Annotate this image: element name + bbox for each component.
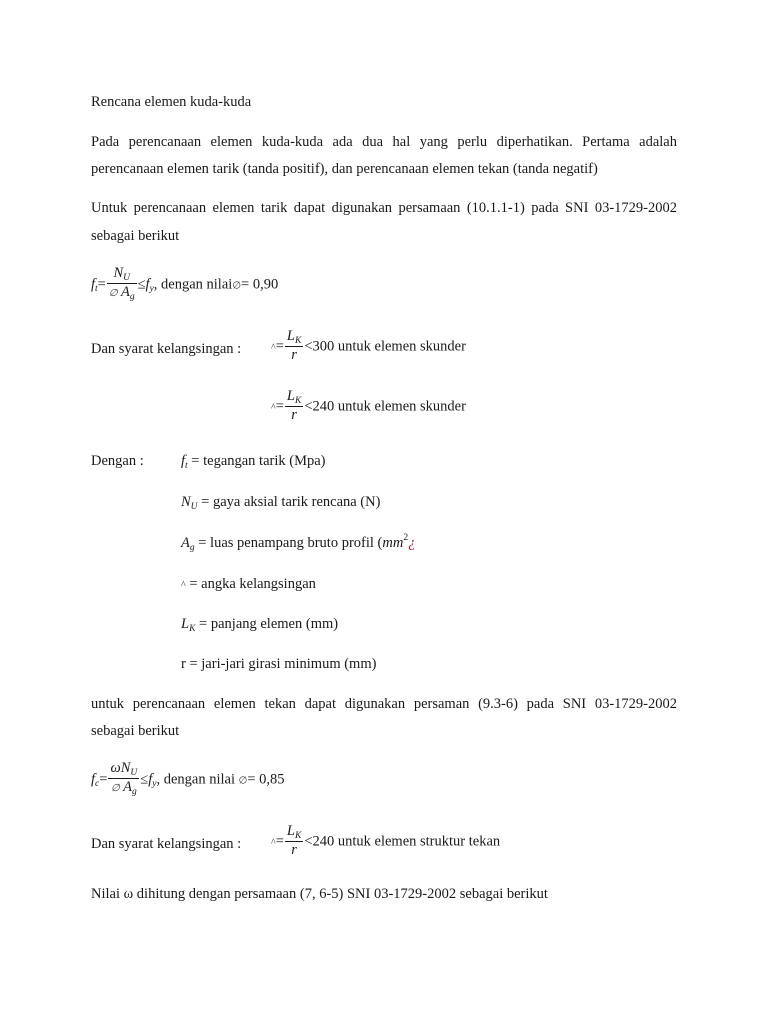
slenderness-equation-1: ^= $\frac{L_K}{r}$ <300 untuk elemen skunder	[271, 328, 466, 363]
equation-compressive: $f_c=$ $\frac{\omega N_U}{\emptyset A_g}$ $\le f_y$, dengan nilai ∅= 0,85	[91, 760, 285, 797]
definition-nu: $N_U$ = gaya aksial tarik rencana (N)	[181, 494, 381, 512]
paragraph-1-line-1: Pada perencanaan elemen kuda-kuda ada dua hal yang perlu diperhatikan. Pertama adalah	[91, 134, 677, 150]
paragraph-3-line-1: untuk perencanaan elemen tekan dapat digunakan persaman (9.3-6) pada SNI 03-1729-2002	[91, 696, 677, 712]
paragraph-3-line-2: sebagai berikut	[91, 723, 180, 739]
slenderness-label-2: Dan syarat kelangsingan :	[91, 836, 242, 852]
definition-lambda: ^ = angka kelangsingan	[181, 576, 316, 592]
dengan-label: Dengan :	[91, 453, 144, 469]
slenderness-equation-2: ^= $\frac{L_K}{r}$ <240 untuk elemen skunder	[271, 388, 466, 423]
fraction-omega-nu-over-ag: $\frac{\omega N_U}{\emptyset A_g}$	[110, 760, 138, 797]
definition-ag: $A_g$ = luas penampang bruto profil ($mm^2¿$	[181, 533, 416, 553]
document-title: Rencana elemen kuda-kuda	[91, 94, 252, 110]
fraction-nu-over-ag: $\frac{N_U}{\emptyset A_g}$	[108, 265, 135, 302]
last-line: Nilai ω dihitung dengan persamaan (7, 6-5) SNI 03-1729-2002 sebagai berikut	[91, 886, 548, 902]
paragraph-2-line-1: Untuk perencanaan elemen tarik dapat digunakan persamaan (10.1.1-1) pada SNI 03-1729-2002	[91, 200, 677, 216]
paragraph-1-line-2: perencanaan elemen tarik (tanda positif), dan perencanaan elemen tekan (tanda negatif)	[91, 161, 598, 177]
equation-tensile: $f_t=$ $\frac{N_U}{\emptyset A_g}$ $\le f_y$, dengan nilai∅= 0,90	[91, 265, 279, 302]
definition-r: r = jari-jari girasi minimum (mm)	[181, 656, 377, 672]
definition-ft: $f_t$ = tegangan tarik (Mpa)	[181, 453, 326, 471]
slenderness-label-1: Dan syarat kelangsingan :	[91, 341, 242, 357]
slenderness-equation-3: ^= $\frac{L_K}{r}$ <240 untuk elemen struktur tekan	[271, 823, 501, 858]
definition-lk: $L_K$ = panjang elemen (mm)	[181, 616, 339, 634]
paragraph-2-line-2: sebagai berikut	[91, 228, 180, 244]
